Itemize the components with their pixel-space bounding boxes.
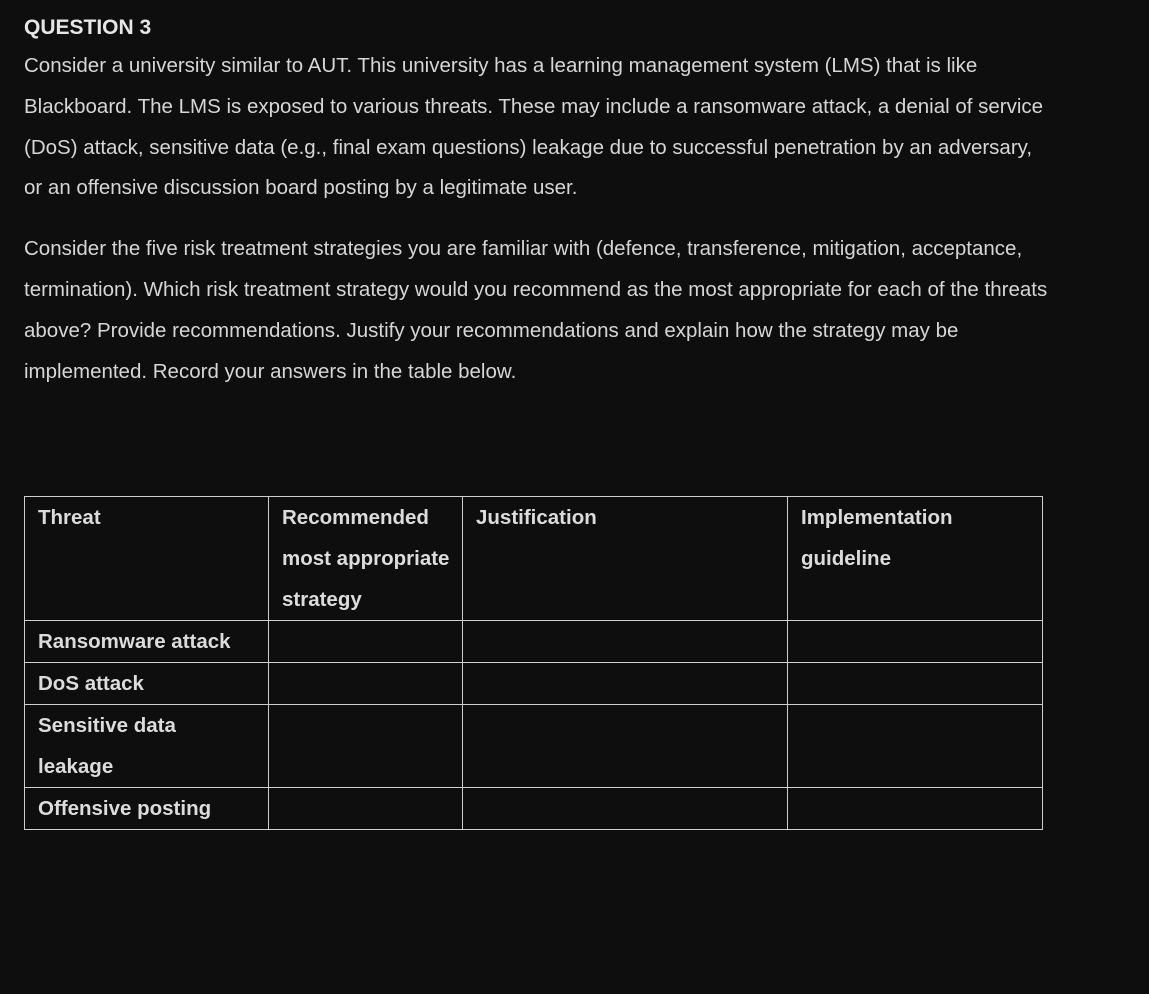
header-strategy: Recommended most appropriate strategy [269,497,463,621]
table-header-row [25,497,1043,621]
implementation-cell[interactable] [788,788,1043,830]
strategy-cell[interactable] [269,621,463,663]
strategy-cell[interactable] [269,705,463,788]
implementation-cell[interactable] [788,663,1043,705]
justification-cell[interactable] [463,621,788,663]
header-justification: Justification [463,497,788,621]
row-threat-label: DoS attack [25,663,269,705]
strategy-cell[interactable] [269,788,463,830]
strategy-cell[interactable] [269,663,463,705]
justification-cell[interactable] [463,663,788,705]
question-paragraph-context: Consider a university similar to AUT. This university has a learning management system (LMS) that is like Blackboard. The LMS is exposed to various threats. These may include a ransomware attack, a denial of service (DoS) attack, sensitive data (e.g., final exam questions) leakage due to successful penetration by an adversary, or an offensive discussion board posting by a legitimate user. [24,54,1044,200]
implementation-cell[interactable] [788,621,1043,663]
table-row [25,705,1043,788]
question-block [24,12,1054,392]
row-threat-label: Offensive posting [25,788,269,830]
table-row [25,663,1043,705]
header-implementation: Implementation guideline [788,497,1043,621]
justification-cell[interactable] [463,788,788,830]
header-threat: Threat [25,497,269,621]
table-row [25,788,1043,830]
table-row [25,621,1043,663]
question-paragraph-instructions: Consider the five risk treatment strategies you are familiar with (defence, transference, mitigation, acceptance, termination). Which risk treatment strategy would you recommend as the most appropriate for each of the threats above? Provide recommendations. Justify your recommendations and explain how the strategy may be implemented. Record your answers in the table below. [24,237,1048,383]
row-threat-label: Sensitive data leakage [25,705,269,788]
answer-table [24,496,1043,830]
justification-cell[interactable] [463,705,788,788]
implementation-cell[interactable] [788,705,1043,788]
row-threat-label: Ransomware attack [25,621,269,663]
question-heading: QUESTION 3 [24,16,152,39]
